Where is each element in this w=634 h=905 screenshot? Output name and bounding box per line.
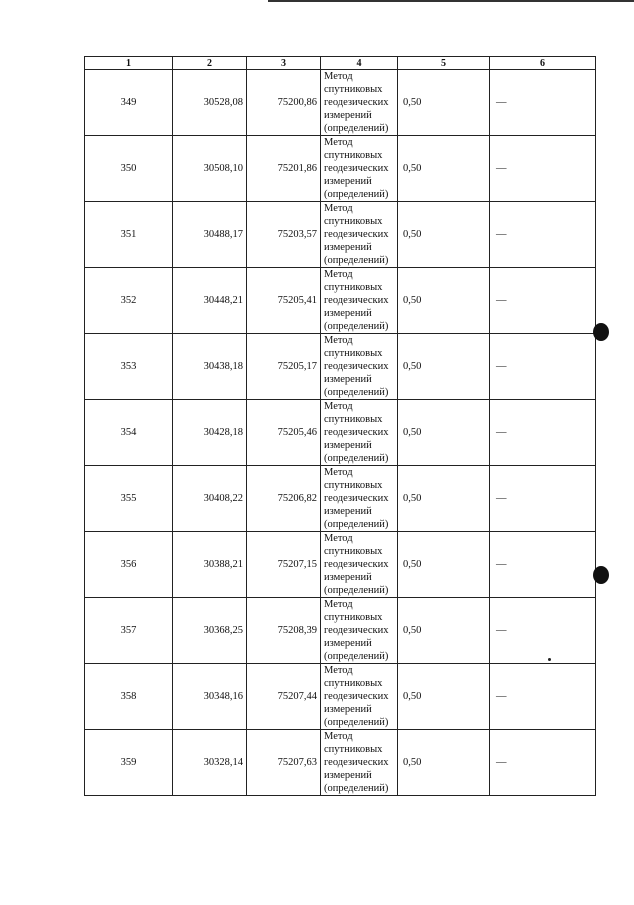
cell-accuracy: 0,50: [398, 664, 490, 730]
cell-accuracy: 0,50: [398, 730, 490, 796]
table-row: [85, 400, 596, 466]
cell-accuracy: 0,50: [398, 532, 490, 598]
cell-x-coordinate: 30328,14: [173, 730, 247, 796]
cell-y-coordinate: 75207,15: [247, 532, 321, 598]
scan-speck: [548, 658, 551, 661]
table-header: [85, 57, 596, 70]
header-col-6: 6: [490, 57, 596, 70]
cell-note: —: [490, 664, 596, 730]
cell-note: —: [490, 202, 596, 268]
cell-note: —: [490, 532, 596, 598]
cell-x-coordinate: 30428,18: [173, 400, 247, 466]
header-col-4: 4: [321, 57, 398, 70]
cell-accuracy: 0,50: [398, 400, 490, 466]
header-row: [85, 57, 596, 70]
cell-method: Метод спутниковых геодезических измерений (определений): [321, 268, 398, 334]
cell-method: Метод спутниковых геодезических измерений (определений): [321, 664, 398, 730]
cell-point-number: 349: [85, 70, 173, 136]
cell-method: Метод спутниковых геодезических измерений (определений): [321, 466, 398, 532]
cell-note: —: [490, 598, 596, 664]
table-row: [85, 532, 596, 598]
cell-method: Метод спутниковых геодезических измерений (определений): [321, 400, 398, 466]
table-row: [85, 730, 596, 796]
cell-y-coordinate: 75207,44: [247, 664, 321, 730]
cell-x-coordinate: 30528,08: [173, 70, 247, 136]
cell-y-coordinate: 75205,17: [247, 334, 321, 400]
scan-punch-hole: [593, 323, 609, 341]
header-col-2: 2: [173, 57, 247, 70]
header-col-3: 3: [247, 57, 321, 70]
cell-y-coordinate: 75205,46: [247, 400, 321, 466]
cell-note: —: [490, 400, 596, 466]
cell-x-coordinate: 30488,17: [173, 202, 247, 268]
table-row: [85, 334, 596, 400]
cell-x-coordinate: 30448,21: [173, 268, 247, 334]
coordinates-table: [84, 56, 596, 796]
table-row: [85, 664, 596, 730]
cell-y-coordinate: 75203,57: [247, 202, 321, 268]
cell-accuracy: 0,50: [398, 70, 490, 136]
cell-method: Метод спутниковых геодезических измерений (определений): [321, 202, 398, 268]
cell-x-coordinate: 30438,18: [173, 334, 247, 400]
cell-note: —: [490, 466, 596, 532]
cell-note: —: [490, 268, 596, 334]
cell-accuracy: 0,50: [398, 334, 490, 400]
scan-punch-hole: [593, 566, 609, 584]
table-body: [85, 70, 596, 796]
cell-y-coordinate: 75200,86: [247, 70, 321, 136]
cell-point-number: 353: [85, 334, 173, 400]
cell-x-coordinate: 30388,21: [173, 532, 247, 598]
cell-point-number: 355: [85, 466, 173, 532]
cell-note: —: [490, 334, 596, 400]
cell-x-coordinate: 30408,22: [173, 466, 247, 532]
cell-method: Метод спутниковых геодезических измерений (определений): [321, 532, 398, 598]
cell-accuracy: 0,50: [398, 268, 490, 334]
table-row: [85, 136, 596, 202]
cell-point-number: 352: [85, 268, 173, 334]
cell-method: Метод спутниковых геодезических измерений (определений): [321, 136, 398, 202]
cell-y-coordinate: 75207,63: [247, 730, 321, 796]
cell-method: Метод спутниковых геодезических измерений (определений): [321, 334, 398, 400]
cell-accuracy: 0,50: [398, 136, 490, 202]
cell-point-number: 357: [85, 598, 173, 664]
table-row: [85, 268, 596, 334]
cell-y-coordinate: 75208,39: [247, 598, 321, 664]
cell-note: —: [490, 136, 596, 202]
cell-method: Метод спутниковых геодезических измерений (определений): [321, 598, 398, 664]
header-col-5: 5: [398, 57, 490, 70]
cell-x-coordinate: 30368,25: [173, 598, 247, 664]
cell-point-number: 358: [85, 664, 173, 730]
cell-point-number: 350: [85, 136, 173, 202]
cell-point-number: 359: [85, 730, 173, 796]
header-col-1: 1: [85, 57, 173, 70]
cell-x-coordinate: 30508,10: [173, 136, 247, 202]
cell-y-coordinate: 75206,82: [247, 466, 321, 532]
cell-x-coordinate: 30348,16: [173, 664, 247, 730]
cell-note: —: [490, 70, 596, 136]
table-row: [85, 202, 596, 268]
cell-note: —: [490, 730, 596, 796]
cell-method: Метод спутниковых геодезических измерений (определений): [321, 730, 398, 796]
cell-point-number: 354: [85, 400, 173, 466]
cell-method: Метод спутниковых геодезических измерений (определений): [321, 70, 398, 136]
cell-accuracy: 0,50: [398, 202, 490, 268]
cell-y-coordinate: 75201,86: [247, 136, 321, 202]
table-row: [85, 466, 596, 532]
cell-y-coordinate: 75205,41: [247, 268, 321, 334]
table-row: [85, 598, 596, 664]
cell-point-number: 351: [85, 202, 173, 268]
table-row: [85, 70, 596, 136]
cell-accuracy: 0,50: [398, 598, 490, 664]
cell-accuracy: 0,50: [398, 466, 490, 532]
cell-point-number: 356: [85, 532, 173, 598]
top-border-line: [268, 0, 634, 2]
